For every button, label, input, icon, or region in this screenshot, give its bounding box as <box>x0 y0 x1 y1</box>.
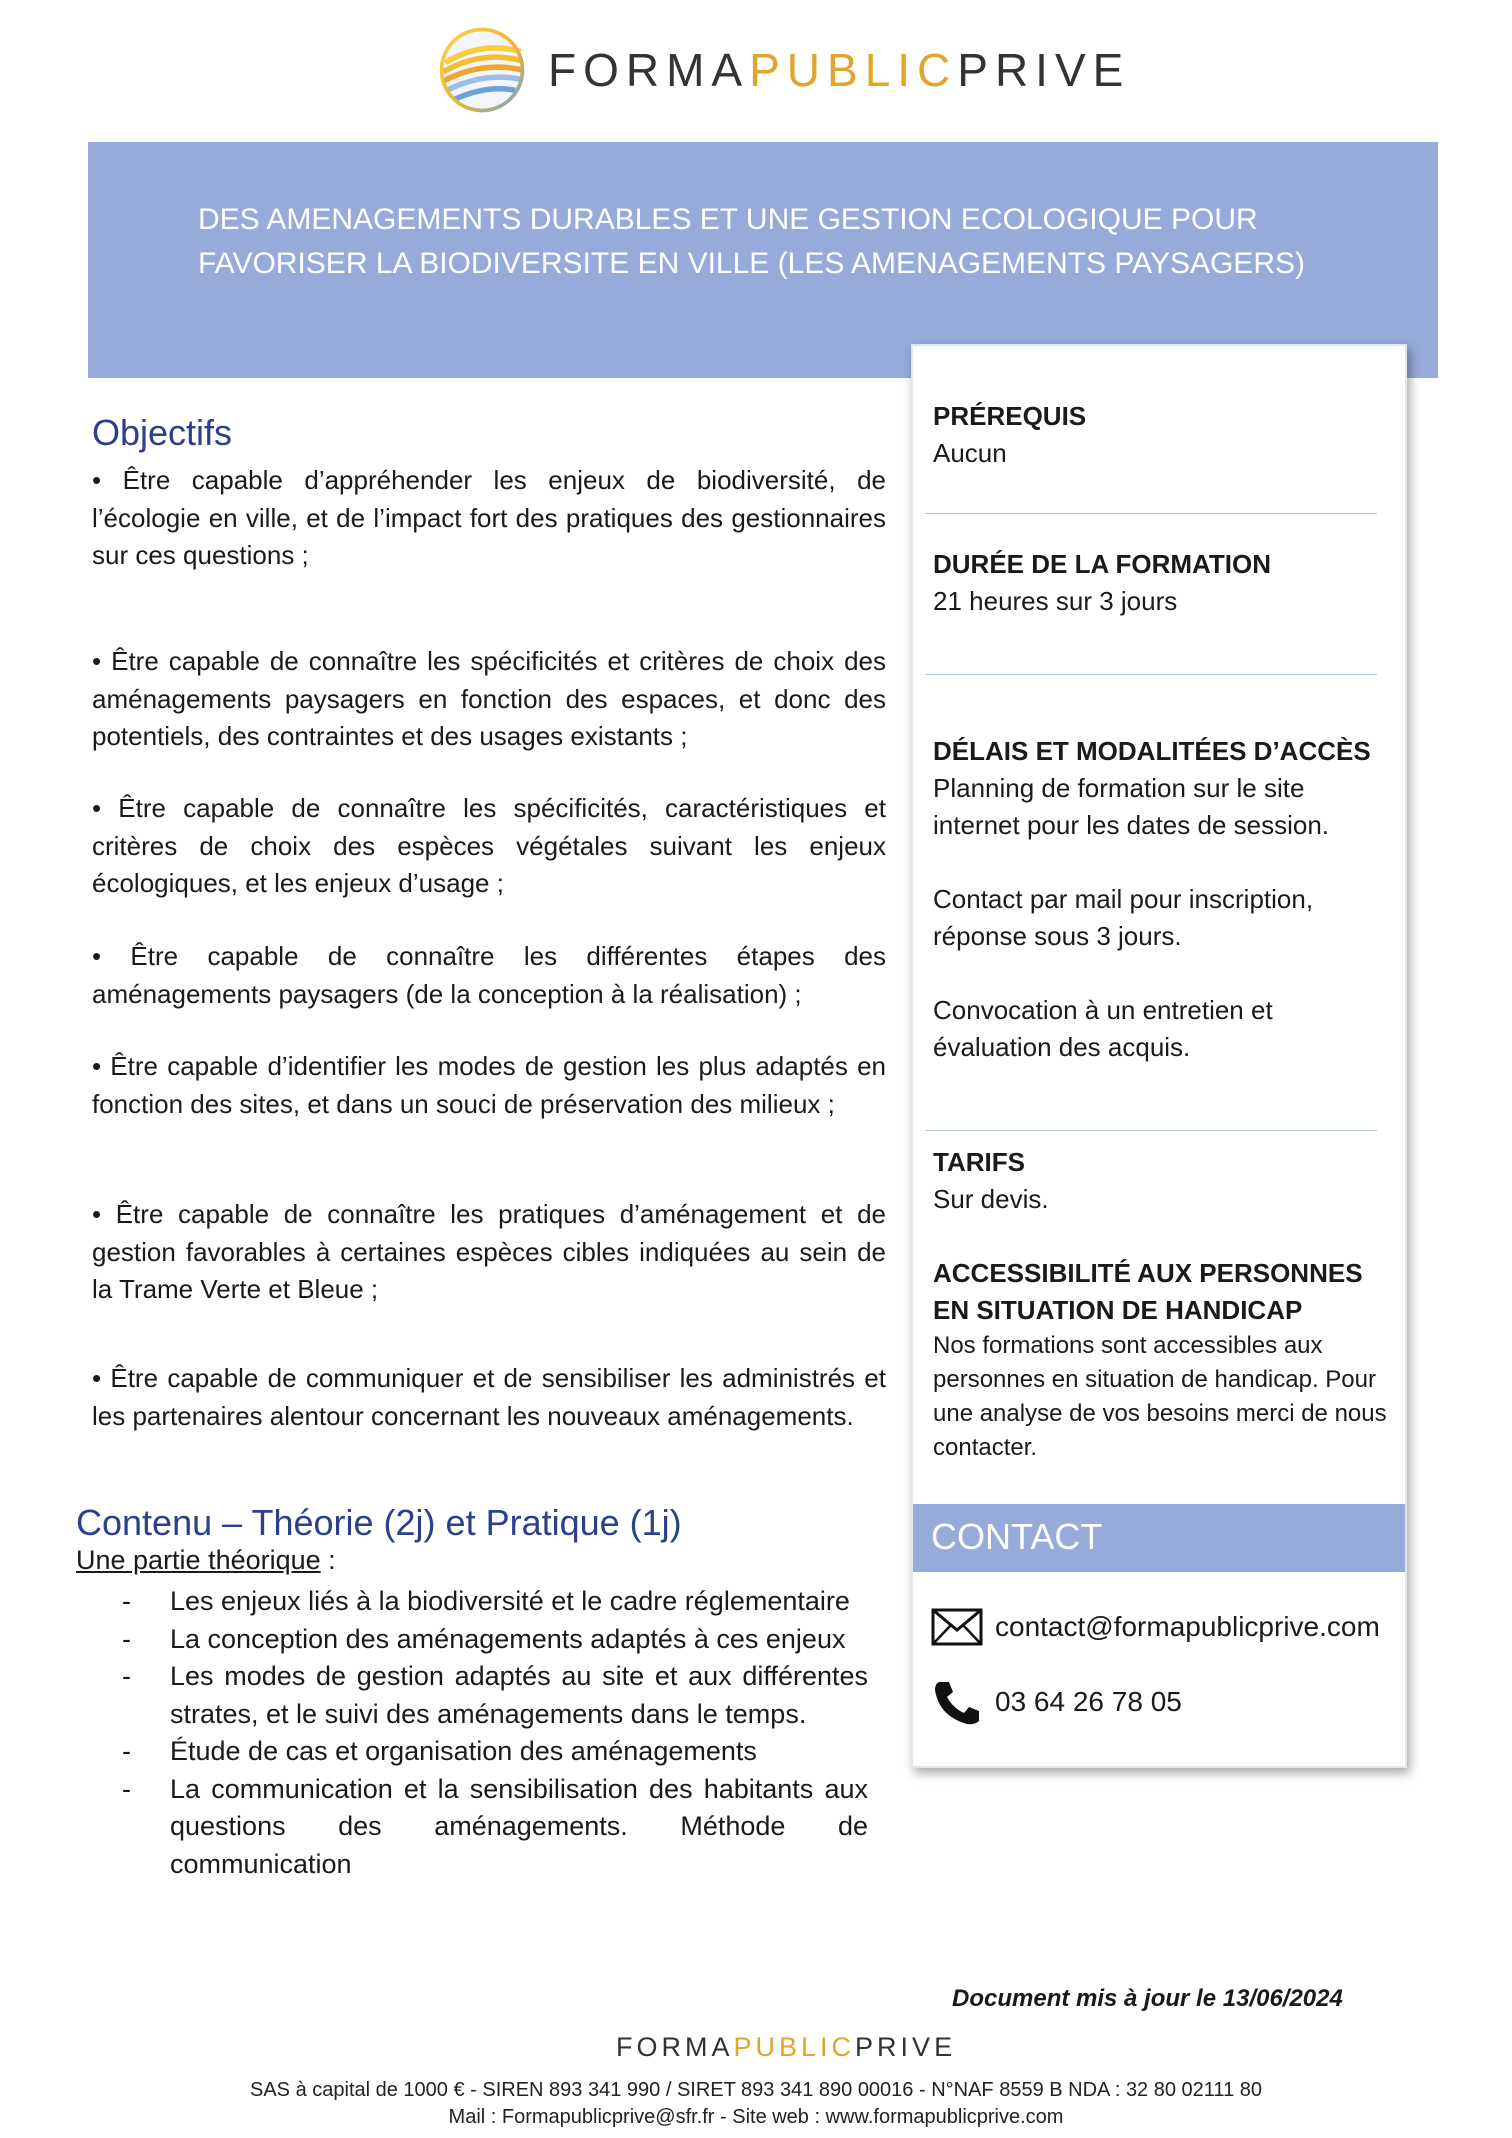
delais-section <box>933 733 1391 1066</box>
footer-contact: Mail : Formapublicprive@sfr.fr - Site web : www.formapublicprive.com <box>448 2106 1064 2128</box>
list-item: - Étude de cas et organisation des aménagements <box>122 1736 757 1766</box>
document-title: DES AMENAGEMENTS DURABLES ET UNE GESTION ECOLOGIQUE POUR FAVORISER LA BIODIVERSITE EN VILLE (LES AMENAGEMENTS PAYSAGERS) <box>198 203 1305 280</box>
accessibilite-label: ACCESSIBILITÉ AUX PERSONNES EN SITUATION DE HANDICAP <box>933 1258 1363 1325</box>
contact-header <box>913 1504 1405 1572</box>
list-item: - Les modes de gestion adaptés au site et aux différentes strates, et le suivi des aménagements dans le temps. <box>122 1661 868 1729</box>
objectif-item: • Être capable de connaître les pratiques d’aménagement et de gestion favorables à certaines espèces cibles indiquées au sein de la Trame Verte et Bleue ; <box>92 1199 886 1304</box>
brand-logo <box>436 24 1130 116</box>
prerequis-section <box>933 398 1391 472</box>
contenu-subheading: Une partie théorique : <box>76 1545 336 1575</box>
tarifs-section <box>933 1144 1391 1218</box>
list-item: - Les enjeux liés à la biodiversité et le cadre réglementaire <box>122 1586 850 1616</box>
tarifs-label: TARIFS <box>933 1147 1025 1177</box>
delais-text-2: Contact par mail pour inscription, réponse sous 3 jours. <box>933 884 1314 951</box>
delais-text-3: Convocation à un entretien et évaluation des acquis. <box>933 995 1273 1062</box>
footer-logo: FORMAPUBLICPRIVE <box>616 2032 957 2062</box>
duree-label: DURÉE DE LA FORMATION <box>933 549 1271 579</box>
objectif-item: • Être capable d’appréhender les enjeux de biodiversité, de l’écologie en ville, et de l’impact fort des pratiques des gestionnaires sur ces questions ; <box>92 465 886 570</box>
update-date: Document mis à jour le 13/06/2024 <box>952 1985 1343 2012</box>
contact-phone-row <box>931 1678 1182 1726</box>
contenu-heading: Contenu – Théorie (2j) et Pratique (1j) <box>76 1502 682 1543</box>
objectif-item: • Être capable de connaître les différentes étapes des aménagements paysagers (de la conception à la réalisation) ; <box>92 941 886 1009</box>
divider <box>925 1130 1377 1131</box>
title-banner <box>88 142 1438 378</box>
contact-email[interactable]: contact@formapublicprive.com <box>995 1611 1380 1642</box>
objectif-item: • Être capable de connaître les spécificités, caractéristiques et critères de choix des espèces végétales suivant les enjeux écologiques, et les enjeux d’usage ; <box>92 793 886 898</box>
objectif-item: • Être capable de communiquer et de sensibiliser les administrés et les partenaires alentour concernant les nouveaux aménagements. <box>92 1363 886 1431</box>
tarifs-value: Sur devis. <box>933 1184 1049 1214</box>
phone-icon <box>931 1678 983 1726</box>
brand-name: FORMAPUBLICPRIVE <box>548 44 1131 96</box>
duree-value: 21 heures sur 3 jours <box>933 586 1178 616</box>
accessibilite-section <box>933 1255 1391 1465</box>
globe-logo-icon <box>436 24 528 116</box>
divider <box>925 513 1377 514</box>
objectif-item: • Être capable de connaître les spécificités et critères de choix des aménagements paysagers en fonction des espaces, et donc des potentiels, des contraintes et des usages existants ; <box>92 646 886 751</box>
objectifs-heading: Objectifs <box>92 412 233 453</box>
prerequis-value: Aucun <box>933 438 1007 468</box>
objectif-item: • Être capable d’identifier les modes de gestion les plus adaptés en fonction des sites, et dans un souci de préservation des milieux ; <box>92 1051 886 1119</box>
list-item: - La communication et la sensibilisation des habitants aux questions des aménagements. Méthode de communication <box>122 1773 868 1879</box>
contact-email-row <box>931 1608 1380 1646</box>
footer-legal: SAS à capital de 1000 € - SIREN 893 341 990 / SIRET 893 341 890 00016 - N°NAF 8559 B NDA : 32 80 02111 80 <box>250 2079 1262 2101</box>
divider <box>925 674 1377 675</box>
prerequis-label: PRÉREQUIS <box>933 401 1087 431</box>
delais-label: DÉLAIS ET MODALITÉES D’ACCÈS <box>933 736 1371 766</box>
duree-section <box>933 546 1391 620</box>
contact-phone[interactable]: 03 64 26 78 05 <box>995 1686 1182 1717</box>
contact-title: CONTACT <box>931 1516 1103 1557</box>
envelope-icon <box>931 1608 983 1646</box>
delais-text-1: Planning de formation sur le site internet pour les dates de session. <box>933 773 1330 840</box>
list-item: - La conception des aménagements adaptés à ces enjeux <box>122 1623 846 1654</box>
info-card <box>911 344 1407 1768</box>
contenu-list <box>76 1583 868 1883</box>
accessibilite-value: Nos formations sont accessibles aux personnes en situation de handicap. Pour une analyse de vos besoins merci de nous contacter. <box>933 1332 1387 1461</box>
